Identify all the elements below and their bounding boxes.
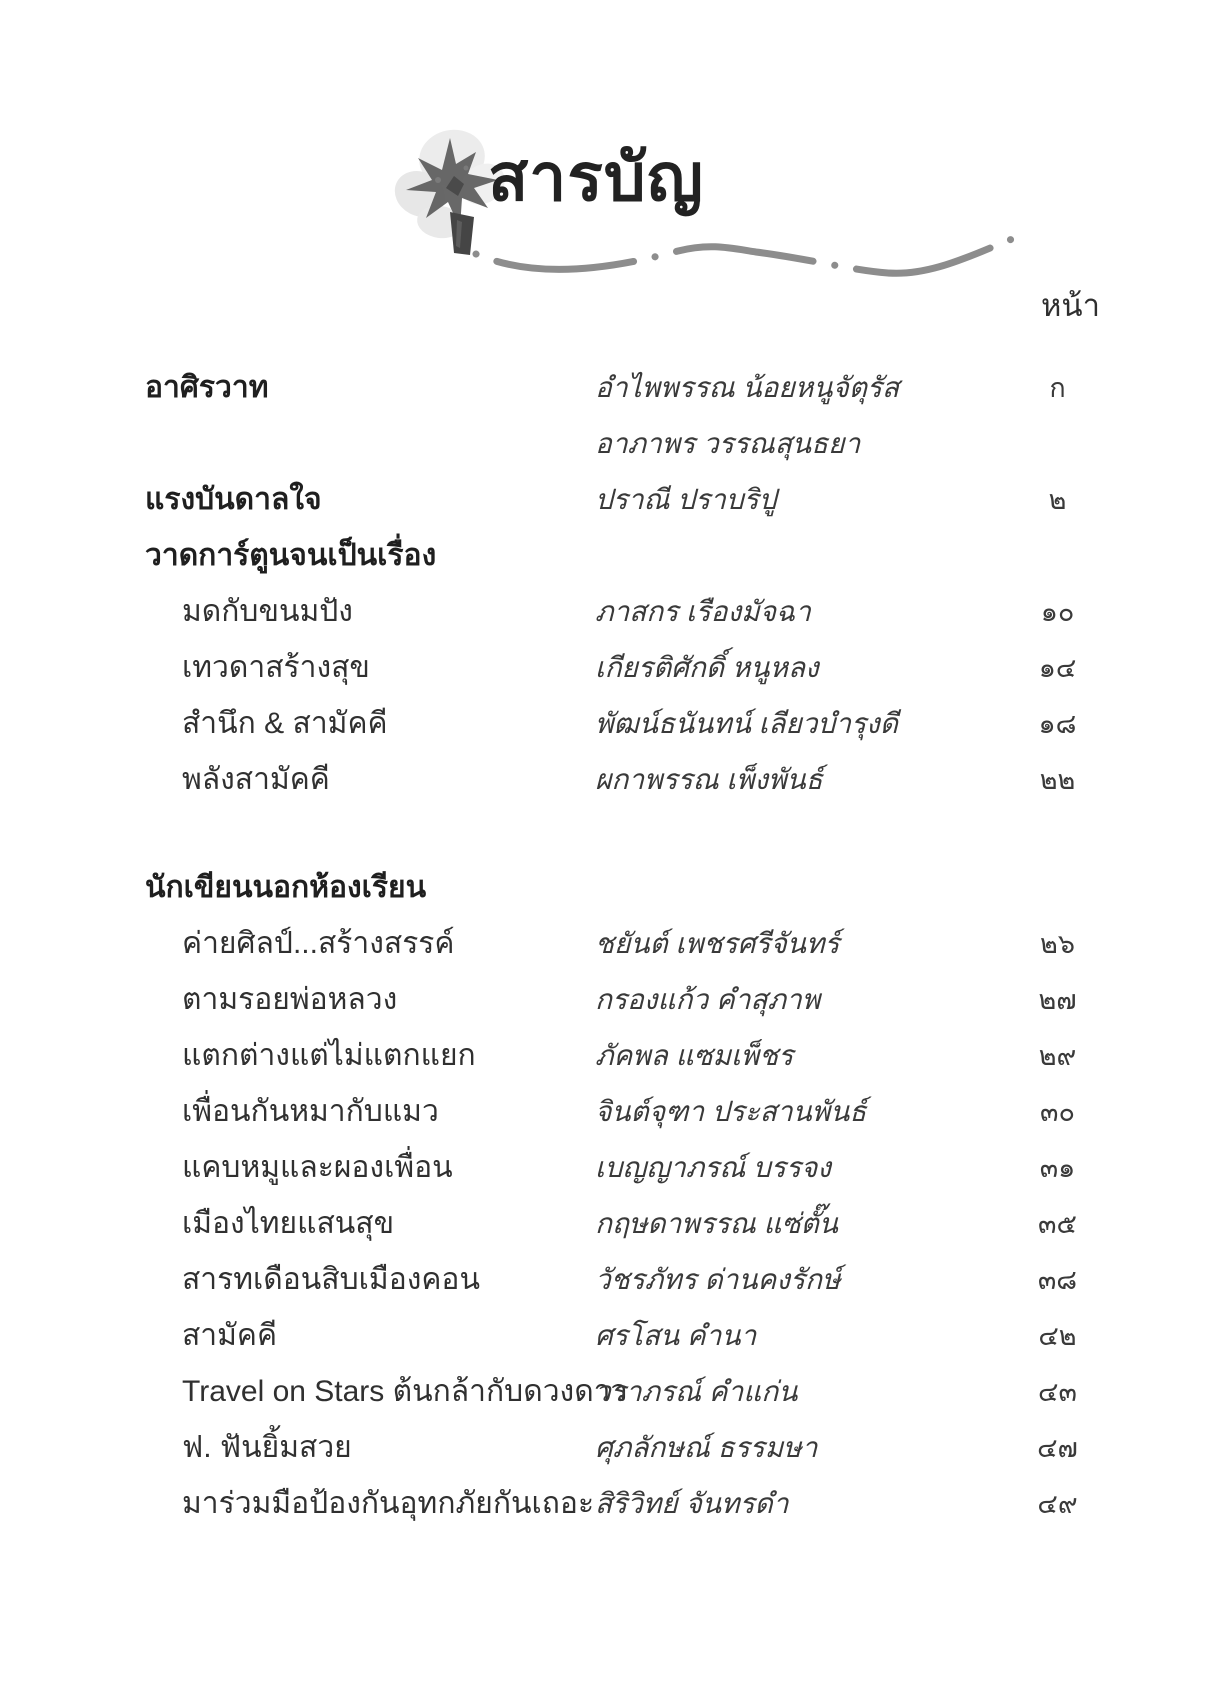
- toc-row: [145, 924, 1130, 980]
- toc-entry-page: ๓๑: [1039, 1153, 1076, 1183]
- toc-entry-page: ๒๖: [1040, 929, 1075, 959]
- toc-entry-author: จินต์จุฑา ประสานพันธ์: [595, 1096, 867, 1127]
- toc-entry-author: พัฒน์ธนันทน์ เลียวบำรุงดี: [595, 708, 898, 739]
- toc-row: [145, 592, 1130, 648]
- page-column-label: หน้า: [1040, 288, 1101, 323]
- toc-entry-author: ภาสกร เรืองมัจฉา: [595, 596, 811, 627]
- toc-entry-author: อำไพพรรณ น้อยหนูจัตุรัส: [595, 372, 900, 403]
- page-title: สารบัญ: [488, 140, 704, 214]
- toc-entry-page: ๑๐: [1040, 597, 1075, 627]
- toc-row: [145, 1316, 1130, 1372]
- toc-entry-title: สารทเดือนสิบเมืองคอน: [182, 1263, 480, 1296]
- toc-row: [145, 980, 1130, 1036]
- toc-entry-title: แคบหมูและผองเพื่อน: [182, 1151, 453, 1184]
- toc-entry-page: ๓๘: [1037, 1265, 1078, 1295]
- toc-entry-author: ชยันต์ เพชรศรีจันทร์: [595, 928, 840, 959]
- toc-entry-author: ผกาพรรณ เพ็งพันธ์: [595, 764, 823, 795]
- toc-entry-title: แรงบันดาลใจ: [145, 483, 322, 516]
- toc-entry-title: มาร่วมมือป้องกันอุทกภัยกันเถอะ: [182, 1487, 595, 1520]
- toc-row: [145, 1260, 1130, 1316]
- toc-entry-page: ๓๐: [1040, 1097, 1075, 1127]
- toc-row: [145, 1036, 1130, 1092]
- toc-list: [145, 368, 1130, 1540]
- toc-entry-author: วัชรภัทร ด่านคงรักษ์: [595, 1264, 841, 1295]
- toc-entry-page: ๒๒: [1039, 765, 1076, 795]
- toc-entry-title: นักเขียนนอกห้องเรียน: [145, 871, 427, 904]
- toc-entry-page: ๓๕: [1038, 1209, 1077, 1239]
- toc-entry-title: สำนึก & สามัคคี: [182, 707, 388, 740]
- toc-entry-page: ๒๗: [1038, 985, 1077, 1015]
- toc-entry-page: ๔๙: [1037, 1489, 1078, 1519]
- toc-entry-author: สิริวิทย์ จันทรดำ: [595, 1488, 789, 1519]
- toc-entry-author: กรองแก้ว คำสุภาพ: [595, 984, 821, 1015]
- toc-entry-author: อาภาพร วรรณสุนธยา: [595, 428, 861, 459]
- toc-entry-author: วราภรณ์ คำแก่น: [595, 1376, 798, 1407]
- toc-entry-title: Travel on Stars ต้นกล้ากับดวงดาว: [182, 1375, 628, 1408]
- toc-entry-page: ๒๙: [1038, 1041, 1077, 1071]
- toc-entry-author: ศุภลักษณ์ ธรรมษา: [595, 1432, 818, 1463]
- toc-row: [145, 480, 1130, 536]
- toc-entry-page: ก: [1049, 373, 1066, 403]
- toc-row: [145, 868, 1130, 924]
- toc-entry-page: ๔๓: [1038, 1377, 1077, 1407]
- toc-entry-author: เบญญาภรณ์ บรรจง: [595, 1152, 831, 1183]
- toc-entry-title: แตกต่างแต่ไม่แตกแยก: [182, 1039, 476, 1072]
- toc-row: [145, 760, 1130, 816]
- toc-entry-page: ๔๒: [1038, 1321, 1077, 1351]
- toc-entry-title: เทวดาสร้างสุข: [182, 651, 370, 684]
- toc-entry-page: ๒: [1048, 485, 1067, 515]
- toc-row: [145, 1428, 1130, 1484]
- toc-row: [145, 1204, 1130, 1260]
- toc-entry-author: ศรโสน คำนา: [595, 1320, 757, 1351]
- toc-entry-title: วาดการ์ตูนจนเป็นเรื่อง: [145, 539, 437, 572]
- toc-entry-title: อาศิรวาท: [145, 371, 269, 404]
- toc-row: [145, 1372, 1130, 1428]
- toc-entry-title: พลังสามัคคี: [182, 763, 330, 796]
- toc-row: [145, 1092, 1130, 1148]
- toc-row: [145, 536, 1130, 592]
- toc-entry-author: กฤษดาพรรณ แซ่ตั๊น: [595, 1208, 838, 1239]
- toc-entry-author: เกียรติศักดิ์ หนูหลง: [595, 652, 819, 683]
- toc-entry-author: ปราณี ปราบริปู: [595, 484, 777, 515]
- toc-row: [145, 1148, 1130, 1204]
- toc-row: [145, 368, 1130, 424]
- toc-row: [145, 704, 1130, 760]
- wavy-divider: [468, 228, 1020, 291]
- toc-entry-page: ๑๘: [1038, 709, 1077, 739]
- toc-row: [145, 648, 1130, 704]
- toc-entry-title: เมืองไทยแสนสุข: [182, 1207, 395, 1240]
- toc-row: [145, 1484, 1130, 1540]
- toc-entry-title: ตามรอยพ่อหลวง: [182, 983, 398, 1016]
- toc-entry-page: ๑๔: [1038, 653, 1077, 683]
- toc-entry-title: ฟ. ฟันยิ้มสวย: [182, 1431, 352, 1464]
- toc-row: [145, 424, 1130, 480]
- toc-entry-page: ๔๗: [1037, 1433, 1078, 1463]
- toc-entry-title: เพื่อนกันหมากับแมว: [182, 1095, 439, 1128]
- toc-entry-title: มดกับขนมปัง: [182, 595, 353, 628]
- toc-entry-author: ภัคพล แซมเพ็ชร: [595, 1040, 794, 1071]
- toc-entry-title: ค่ายศิลป์...สร้างสรรค์: [182, 927, 455, 960]
- toc-entry-title: สามัคคี: [182, 1319, 278, 1352]
